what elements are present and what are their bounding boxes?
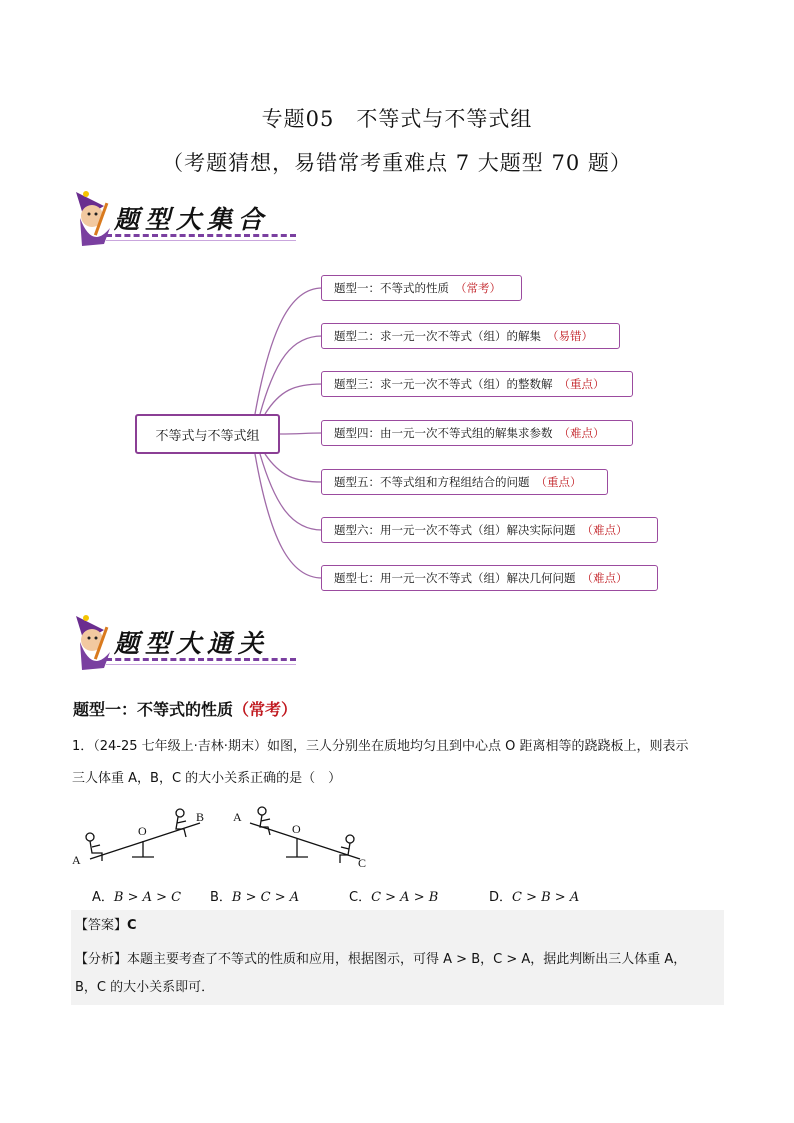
mindmap-root: 不等式与不等式组	[135, 414, 280, 454]
figure-label: B	[196, 810, 205, 824]
option-b[interactable]	[210, 886, 299, 905]
question-1-line-1: 1．（24-25 七年级上·吉林·期末）如图，三人分别坐在质地均匀且到中心点 O 距离相等的跷跷板上，则表示	[72, 739, 689, 754]
mindmap-node-tag: （重点）	[535, 475, 582, 489]
option-text: C > A > B	[371, 890, 439, 905]
mindmap-node-4	[321, 420, 633, 446]
mindmap-node-2	[321, 323, 620, 349]
mindmap-node-tag: （难点）	[581, 571, 628, 585]
mindmap-node-label: 题型五：不等式组和方程组结合的问题	[334, 475, 530, 489]
mindmap-node-label: 题型三：求一元一次不等式（组）的整数解	[334, 377, 553, 391]
option-key: B．	[210, 890, 232, 905]
figure-label: O	[138, 824, 147, 838]
option-a[interactable]	[92, 886, 181, 905]
banner-collection-text: 题型大集合	[114, 205, 270, 234]
section-heading	[73, 697, 297, 720]
analysis-line-1	[75, 948, 720, 972]
question-1-line-2: 三人体重 A，B，C 的大小关系正确的是（ ）	[72, 771, 342, 786]
mindmap-node-tag: （常考）	[455, 281, 501, 295]
option-text: B > A > C	[113, 890, 182, 905]
figure-label: O	[292, 822, 301, 836]
banner-pass	[70, 612, 300, 674]
mindmap-node-label: 题型四：由一元一次不等式组的解集求参数	[334, 426, 553, 440]
section-heading-tag: （常考）	[233, 700, 298, 719]
mindmap-node-label: 题型七：用一元一次不等式（组）解决几何问题	[334, 571, 576, 585]
mindmap-node-tag: （难点）	[558, 426, 605, 440]
option-key: A．	[92, 890, 114, 905]
analysis-text: 本题主要考查了不等式的性质和应用，根据图示，可得 A > B，C > A，据此判断出三人体重 A，	[127, 952, 687, 967]
seesaw-figure	[70, 805, 380, 877]
mindmap-node-3	[321, 371, 633, 397]
option-key: D．	[489, 890, 513, 905]
mindmap-node-label: 题型六：用一元一次不等式（组）解决实际问题	[334, 523, 576, 537]
answer-label: 【答案】	[75, 918, 128, 933]
option-key: C．	[349, 890, 372, 905]
option-d[interactable]	[489, 886, 579, 905]
analysis-line-2: B，C 的大小关系即可．	[75, 980, 215, 995]
answer-value: C	[127, 918, 137, 933]
mindmap-node-1	[321, 275, 522, 301]
figure-label: C	[358, 856, 367, 870]
option-text: B > C > A	[231, 890, 300, 905]
analysis-label: 【分析】	[75, 952, 128, 967]
figure-label: A	[72, 853, 81, 867]
section-heading-text: 题型一：不等式的性质	[73, 700, 234, 719]
mindmap-node-tag: （难点）	[581, 523, 628, 537]
page-subtitle: （考题猜想，易错常考重难点 7 大题型 70 题）	[162, 151, 632, 175]
answer-line	[75, 914, 137, 938]
banner-divider-thin	[106, 664, 296, 665]
mindmap-node-tag: （重点）	[558, 377, 605, 391]
option-c[interactable]	[349, 886, 438, 905]
mindmap-node-5	[321, 469, 608, 495]
figure-label: A	[233, 810, 242, 824]
banner-divider	[106, 658, 296, 661]
seesaw-board-right	[250, 823, 360, 859]
banner-pass-text: 题型大通关	[114, 629, 270, 658]
mindmap-node-7	[321, 565, 658, 591]
mindmap-node-tag: （易错）	[547, 329, 593, 343]
page-title: 专题05 不等式与不等式组	[261, 107, 533, 131]
mindmap-node-label: 题型二：求一元一次不等式（组）的解集	[334, 329, 541, 343]
mindmap-node-label: 题型一：不等式的性质	[334, 281, 449, 295]
mindmap-node-6	[321, 517, 658, 543]
option-text: C > B > A	[512, 890, 580, 905]
